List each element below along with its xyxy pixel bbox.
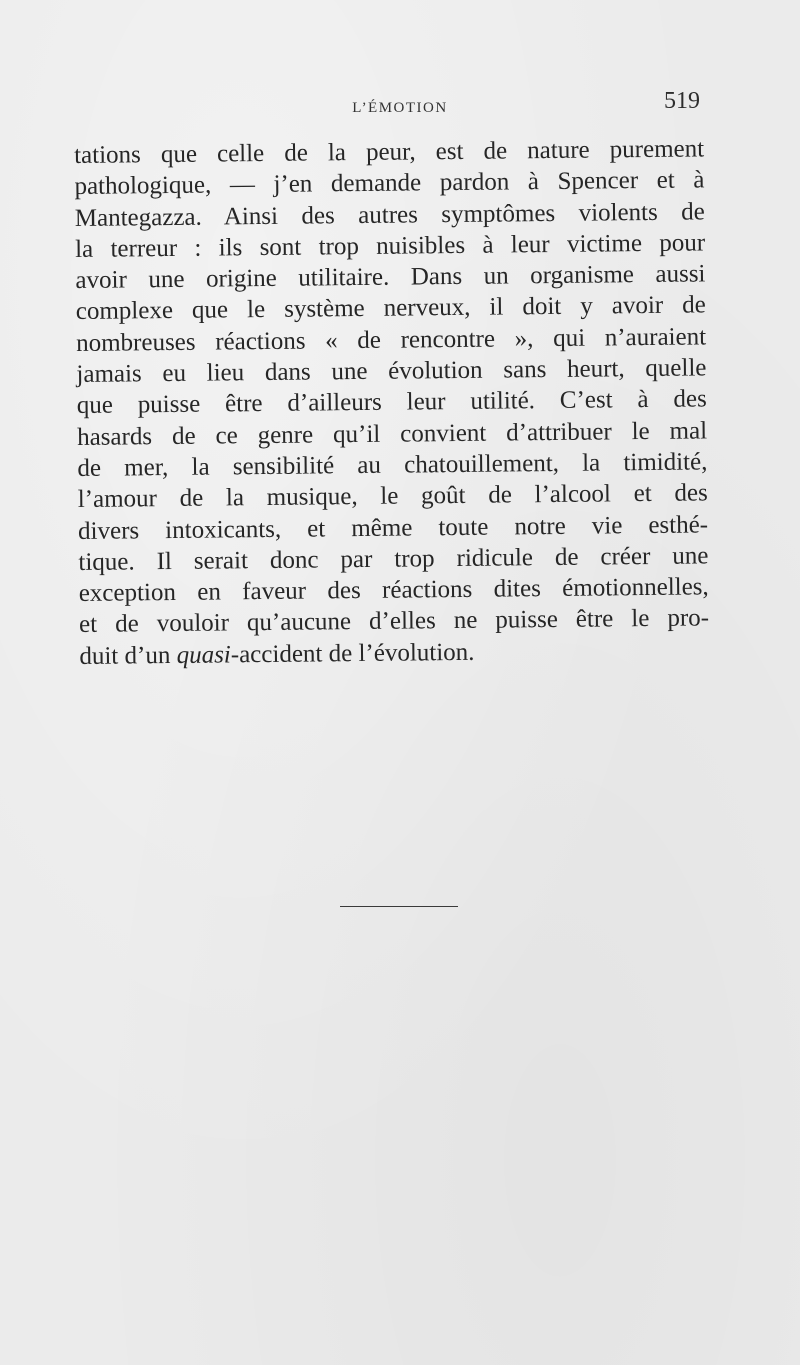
text-line: l’amour de la musique, le goût de l’alcool et des [77,479,708,514]
text-line: de mer, la sensibilité au chatouillement, la timidité, [77,448,708,482]
text-line: exception en faveur des réactions dites émotionnelles, [78,573,709,608]
running-head: L’ÉMOTION [352,100,448,116]
text-line-final [79,634,709,672]
page-number: 519 [664,88,700,114]
text-line: complexe que le système nerveux, il doit y avoir de [75,291,706,326]
text-line: Mantegazza. Ainsi des autres symptômes violents de [74,197,705,232]
text-line: pathologique, — j’en demande pardon à Spencer et à [74,166,705,201]
text-line: et de vouloir qu’aucune d’elles ne puisse être le pro- [78,604,710,639]
text-fragment: -accident de l’évolution. [230,638,475,669]
text-line: divers intoxicants, et même toute notre vie esthé- [77,510,709,545]
text-line: jamais eu lieu dans une évolution sans heurt, quelle [76,354,707,389]
text-fragment: duit d’un [79,641,177,670]
text-line: hasards de ce genre qu’il convient d’attribuer le mal [76,417,708,451]
text-line: la terreur : ils sont trop nuisibles à leur victime pour [75,229,706,263]
italic-word: quasi [176,641,231,669]
text-line: que puisse être d’ailleurs leur utilité. C’est à des [76,385,707,420]
text-line: avoir une origine utilitaire. Dans un organisme aussi [75,260,706,295]
text-line: nombreuses réactions « de rencontre », qui n’auraient [75,323,707,357]
text-line: tations que celle de la peur, est de nature purement [74,135,705,169]
closing-rule [340,906,458,907]
text-line: tique. Il serait donc par trop ridicule de créer une [78,542,709,576]
body-paragraph [74,133,710,672]
